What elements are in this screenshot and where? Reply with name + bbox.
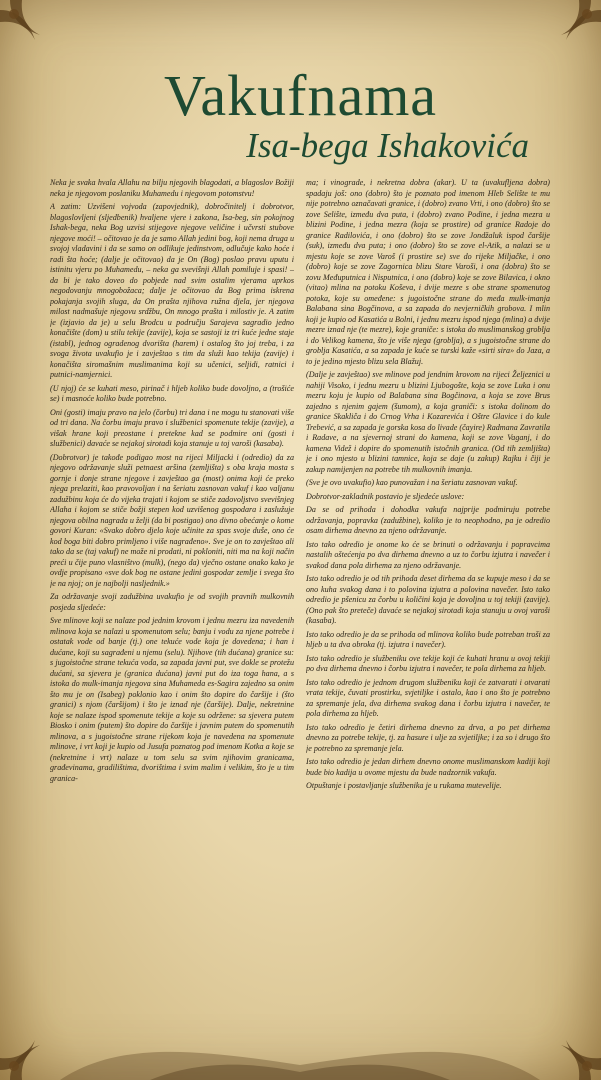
document-subtitle: Isa-bega Ishakovića [246, 126, 529, 165]
paragraph: Isto tako odredio je četiri dirhema dnevno za drva, a po pet dirhema dnevno za potrebe tekije, tj. za hasure i ulje za svjetiljke; i za so i drugo što je potrebno za spremanje jela. [306, 722, 550, 753]
paragraph: Isto tako odredio je jedan dirhem dnevno onome muslimanskom kadiji koji bude bio kadija u ovome mjestu da bude nadzornik vakufa. [306, 757, 550, 777]
paragraph: Neka je svaka hvala Allahu na bilju njegovih blagodati, a blagoslov Božiji neka je njegovom poslaniku Muhamedu i njegovom potomstvu! [50, 178, 294, 198]
paragraph: (U njoj) će se kuhati meso, pirinač i hljeb koliko bude dovoljno, a (trošiće se) i masnoće koliko bude potrebno. [50, 383, 294, 403]
paragraph: Oni (gosti) imaju pravo na jelo (čorbu) tri dana i ne mogu tu stanovati više od tri dana. Na čorbu imaju pravo i službenici spomenute tekije (zavije), a višak hrane koji preostane i pretekne kad se podmire oni (gosti i službenici) davaće se nejakoj sirotadi koja stanuje u toj varoši (kasaba). [50, 407, 294, 448]
paragraph: (Dobrotvor) je takođe podigao most na rijeci Miljacki i (odredio) da za njegovo održavanje služi petnaest aršina (zemljišta) s oba kraja mosta s gornje i donje strane njegove i zavještao ga (most) onima koji će preko njega prelaziti, kao pravovoljan i na šeriatu zasnovan vakuf i kao valjanu zadužbinu koja će do vijeka trajati i kojom se stiče zadovoljstvo svevišnjeg Allaha i kojom se stiče božji stepen kod uzvišenog gospodara i zaslužuje njegova obilna nagrada u želji (da bi postigao) ono divno obećanje o kome govori Kuran: «Svako dobro djelo koje učinite za spas svoje duše, ono će kod boga biti dobro primljeno i više nagrađeno». Sve je on to zavještao ali tako da se (taj vakuf) ne može ni prodati, ni pokloniti, niti ma na koji način preći u čije puno vlasništvo (mulk), (nego da) vječno ostane onako kako je ovdje propisano «sve dok bog ne ostane jedini gospodar zemlje i svega što je na njoj; on je najbolji nasljednik.» [50, 452, 294, 588]
right-column [306, 178, 550, 1008]
text-columns [50, 178, 550, 1008]
paragraph: Otpuštanje i postavljanje službenika je u rukama mutevelije. [306, 781, 502, 790]
paragraph: ma; i vinograde, i nekretna dobra (akar). U ta (uvakufljena dobra) spadaju još: ono (dobro) što je poznato pod imenom Hleb Selište te mu nije potrebno označavati granice, i (dobro) zvano Vrti, i ono (dobro) što se zove Selište, između dva puta, i (dobro) zvano Podine, i jedna mezra u blizini Podine, i jedna mezra (koja se prostire) od granice Radoje do granice Radilovića, i ono (dobro) što se zove Jondžaluk ispod čaršije (suk), između dva puta; i ono (dobro) što se zove el-Atik, a nalazi se u mjestu koje se zove Varoš (i prostire se) sve do rijeke Miljačke, i ono (dobro) koje se zove Zagornica blizu Stare Varoši, i ona (dobra) što se zovu Međuputnica i Nisputnica, i ono (dobro) koje se zove Bilavica, i okno (vitao) mlina na potoku Koševa, i dvije mezre s obe strane spomenutog potoka, koje su omeđene: s jugoistočne strane do međa mulk-imanja Balabana sina Bogčinova, a sa zapada do nevjerničkih grobova. I mlin koji je kupio od Kasatića u Bolni, i jednu mezru ispod njega (mlina) a dvije mezre iznad nje (te mezre), koje graniče: s istoka do muslimanskog groblja i do Velikog kamena, što je više njega (groblja), a s jugoistočne strane do groblja Kasatića, a sa zapada je kuće se turski kaže «sirti sira» do Jaza, a to je jedino mjesto blizu sela Blažuj. [306, 178, 550, 366]
paragraph: Isto tako odredio je jednom drugom službeniku koji će zatvarati i otvarati vrata tekije, čuvati prostirku, svjetiljke i ostalo, kao i ono što je potrebno za spremanje jela, dva dirhema svakog dana i čorbu izjutra i navečer, te pola dirhema za hljeb. [306, 677, 550, 718]
left-column [50, 178, 294, 1008]
floral-corner-ornament [531, 0, 601, 70]
paragraph: (Dalje je zavještao) sve mlinove pod jendnim krovom na rijeci Željeznici u nahiji Visoko, i jednu mezru u blizini Ljubogošte, koja se zove Luka i onu mezru koju je kupio od Balabana sina Bogčinova, a koja se zove Brus zajedno s njenim gajem (šumom), a koja graniči: s istoka dolinom do granice Skakliča i do Crnog Vrha i Kozarevića i Oštre Glavice i do kule Trebević, a sa zapada je gorska kosa do livade (čayire) Radmana Zavratila i Radave, a na sjevernoj strani do kamena, koji se zove Vaganj, i do kamena Videž i dopire do spomenutih istočnih granica. (Od tih zemljišta) je i ono mjesto u blizini tamnice, koja se daje (u zakup) Rajku i čiji je zakup namijenjen na potrebe tih mulkovnih imanja. [306, 370, 550, 474]
bottom-floral-border-icon [0, 1010, 601, 1080]
paragraph: Isto tako odredio je onome ko će se brinuti o održavanju i popravcima nastalih oštećenja po dva dirhema dnevno a uz to čorbu izjutra i navečer i svakod dana pola dirhema za njeno održavanje. [306, 539, 550, 570]
document-title: Vakufnama [163, 63, 438, 128]
paragraph: A zatim: Uzvišeni vojvoda (zapovjednik), dobročinitelj i dobrotvor, blagoslovljeni (sljedbenik) hvaljene vjere i zakona, Isa-beg, sin pokojnog Ishak-bega, neka Bog uzvisi stijegove njegove veličine i učvrsti stubove njegove moći! – očitovao je da je samo Allah jedini bog, koji nema druga u svojoj vladavini i da se samo on odlikuje jedinstvom, odlučuje kako hoće i radi šta hoće; (dalje je očitovao) da je On (Bog) poslao pravu uputu i istinitu vjeru po Muhamedu, – neka ga svevišnji Allah pomiluje i spasi! – da bi je tako doveo do pobjede nad svim ostalim vjerama uprkos negodovanju mnogobožaca; dalje je očitovao da Bog prima iskrena pokajanja svojih sluga, da On prašta njihova ružna djela, jer njegova milost nadmašuje njegovu srdžbu, On mnogo prašta i milostiv je. A zatim je (izjavio da je) u selu Brodcu u području Sarajeva sagradio jedno konačište (dom) u stilu tekije (zavije), koja se sastoji iz tri kuće jedne staje (istabl), jednog ogradenog dvorišta (harem) i ostalog što joj treba, i za svoga života uvakufio je i zavještao s tim da služi kao tekija (zavije) i konačišta siromašnim muslimanima koji su učenici, seljidi, ratnici i putnici-namjernici. [50, 202, 294, 379]
paragraph: Dobrotvor-zakladnik postavio je sljedeće uslove: [306, 491, 465, 501]
paragraph: Isto tako odredio je službeniku ove tekije koji će kuhati hranu u ovoj tekiji po dva dirhema dnevno i čorbu izjutra i navečer, te pola dirhema za hljeb. [306, 653, 550, 673]
floral-corner-ornament [0, 0, 70, 70]
paragraph: (Sve je ovo uvakufio) kao punovažan i na šeriatu zasnovan vakuf. [306, 478, 518, 487]
paragraph: Isto tako odredio je da se prihoda od mlinova koliko bude potreban troši za hljeb u ta dva obroka (tj. izjutra i navečer). [306, 629, 550, 649]
paragraph: Sve mlinove koji se nalaze pod jednim krovom i jednu mezru iza navedenih mlinova koja se nalazi u spomenutom selu; banju i vodu za njene potrebe i ostatak vode od banje (tj.) one tekuće vode koja je dovedena; i han i dućane, koji su sagrađeni u njemu (selu). Njihove (tih dućana) granice su: s jugoistočne strane tekuća voda, sa zapada javni put, sve dokle se protežu dućani, sa sjevera je (granica dućana) javni put do iza toga hana, a s istoka do mulk-imanja njegova sina Muhameda es-Sagira zajedno sa onim što mu je on (Isabeg) poklonio kao i onim što dopire do čaršije i (što granici) s njom (čaršijom) i što je iznad nje (čaršije). Dalje, nekretnine koje se nalaze ispod spomenute tekije a koje su održene: sa sjevera putem Biosko i onim (putem) što dopire do čaršije i javnim putem do spomenutih mlinova, a s jugoistočne strane rijekom koja je navedena na spomenute mlinove, i vrt koji je kupio od Jusufa poznatog pod imenom Kotka a koje se (nekretnine i vrt) nalaze u tom selu sa svim njihovim granicama, građevinama, gradilištima, dvorištima i svim malim i velikim, što je u tim granica- [50, 616, 294, 783]
paragraph: Za održavanje svoji zadužbina uvakufio je od svojih pravnih mulkovnih posjeda sljedeće: [50, 592, 294, 612]
paragraph: Isto tako odredio je od tih prihoda deset dirhema da se kupuje meso i da se ono kuha svakog dana i to polovina izjutra a polovina navečer. Isto tako odredio je pšenicu za čorbu u količini koja je dovoljna u toj tekiji (zavije). (Ono pak što preteče) davaće se nejakoj sirotadi koja stanuju u ovoj varoši (kasaba). [306, 574, 550, 625]
paragraph: Da se od prihoda i dohodka vakufa najprije podmiruju potrebe održavanja, popravka (zadužbine), koliko je to neophodno, pa je odredio osam dirhema dnevno za njeno održavanje. [306, 505, 550, 535]
